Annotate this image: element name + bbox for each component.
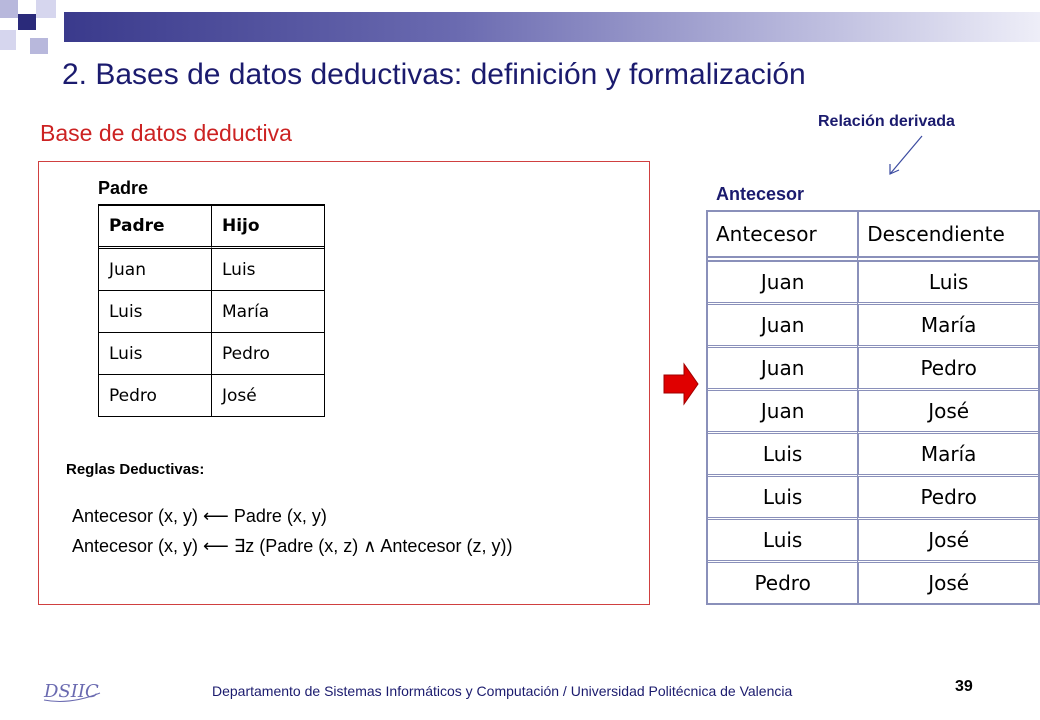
table-cell: Pedro <box>754 571 811 595</box>
table-cell: Juan <box>708 348 857 391</box>
table-row <box>708 520 1038 563</box>
table-cell: Juan <box>708 391 857 434</box>
table-header-row <box>99 206 324 249</box>
table-cell: Pedro <box>857 477 1038 520</box>
rule-line: Antecesor (x, y) ⟵ Padre (x, y) <box>72 506 327 526</box>
table-cell: José <box>857 563 1038 603</box>
footer-text: Departamento de Sistemas Informáticos y Computación / Universidad Politécnica de Valencia <box>212 683 793 699</box>
table-cell: Juan <box>708 305 857 348</box>
table-cell: Juan <box>99 249 211 291</box>
table-cell: Luis <box>708 477 857 520</box>
table-cell: María <box>857 305 1038 348</box>
padre-table-label: Padre <box>98 178 149 198</box>
table-cell: Pedro <box>211 333 324 375</box>
antecesor-table-label: Antecesor <box>716 184 805 204</box>
table-cell: José <box>857 520 1038 563</box>
table-cell: Luis <box>857 262 1038 305</box>
table-row <box>708 262 1038 305</box>
table-row <box>99 249 324 291</box>
header-decoration-square <box>30 38 48 54</box>
antecesor-table <box>706 210 1040 605</box>
column-header: Antecesor <box>708 212 857 262</box>
table-row <box>708 348 1038 391</box>
table-cell: Luis <box>99 333 211 375</box>
table-header-row <box>708 212 1038 262</box>
table-cell: María <box>857 434 1038 477</box>
svg-text:DSIIC: DSIIC <box>44 681 99 702</box>
page-number: 39 <box>955 678 973 695</box>
header-decoration-square <box>18 14 36 30</box>
header-bar <box>64 12 1040 42</box>
table-cell: Luis <box>708 520 857 563</box>
right-arrow-icon <box>662 362 700 406</box>
table-cell: Luis <box>708 434 857 477</box>
table-row <box>708 305 1038 348</box>
header-decoration-square <box>36 0 56 18</box>
dsic-logo-icon <box>40 675 104 705</box>
slide-title: 2. Bases de datos deductivas: definición y formalización <box>62 58 806 91</box>
slide-subtitle: Base de datos deductiva <box>40 120 292 146</box>
table-row <box>708 391 1038 434</box>
column-header: Descendiente <box>857 212 1038 262</box>
header-decoration-square <box>0 0 18 18</box>
column-header: Hijo <box>211 206 324 249</box>
table-cell: Luis <box>99 291 211 333</box>
table-cell: Pedro <box>857 348 1038 391</box>
derived-relation-label: Relación derivada <box>818 113 955 130</box>
table-row <box>99 291 324 333</box>
table-cell: José <box>857 391 1038 434</box>
table-cell: Juan <box>708 262 857 305</box>
padre-table <box>98 204 325 417</box>
table-cell: María <box>211 291 324 333</box>
header-decoration-square <box>0 30 16 50</box>
table-row <box>708 563 1038 603</box>
table-cell: Pedro <box>99 375 211 417</box>
column-header: Padre <box>99 206 211 249</box>
table-row <box>99 333 324 375</box>
table-row <box>99 375 324 417</box>
pointer-arrow-icon <box>880 132 930 182</box>
table-cell: Luis <box>211 249 324 291</box>
rules-title: Reglas Deductivas: <box>66 461 205 478</box>
table-cell: José <box>211 375 324 417</box>
table-row <box>708 477 1038 520</box>
rule-line: Antecesor (x, y) ⟵ ∃z (Padre (x, z) ∧ Antecesor (z, y)) <box>72 536 513 556</box>
table-row <box>708 434 1038 477</box>
